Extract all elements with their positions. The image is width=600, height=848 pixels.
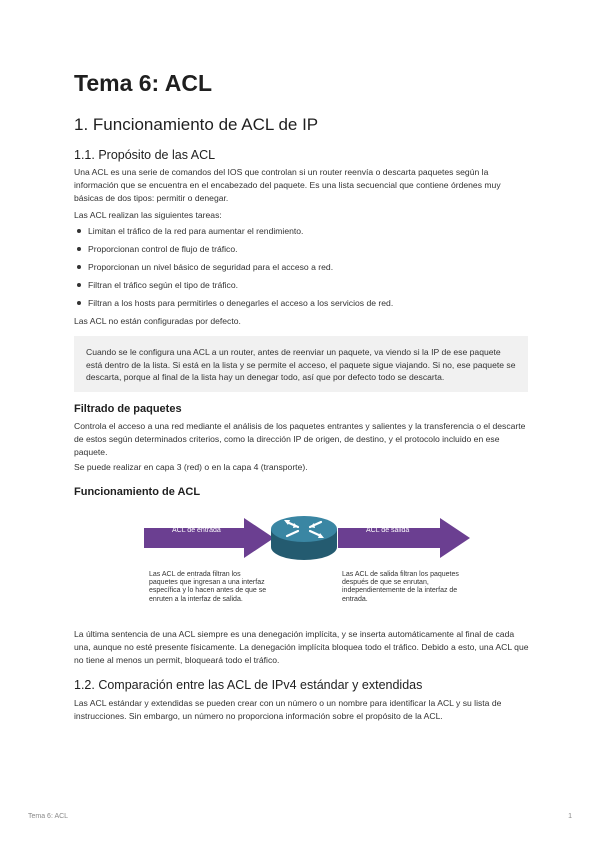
outbound-caption: Las ACL de salida filtran los paquetes después de que se enrutan, independientemente de la interfaz de entrada. <box>342 571 459 603</box>
outbound-arrow <box>338 518 470 558</box>
list-item: Filtran el tráfico según el tipo de tráfico. <box>74 276 530 294</box>
inbound-caption: Las ACL de entrada filtran los paquetes que ingresan a una interfaz específica y lo hacen antes de que se enruten a la interfaz de salida. <box>149 571 267 603</box>
paragraph-estandar-extendidas: Las ACL estándar y extendidas se pueden crear con un número o un nombre para identificar la ACL y su lista de instrucciones. Sin embargo, un número no proporciona información sobre el propósito de la ACL. <box>74 698 502 721</box>
heading-filtrado-paquetes: Filtrado de paquetes <box>74 403 182 415</box>
inbound-arrow <box>144 518 274 558</box>
list-item: Limitan el tráfico de la red para aumentar el rendimiento. <box>74 222 530 240</box>
task-list <box>74 222 530 312</box>
paragraph-definicion-acl: Una ACL es una serie de comandos del IOS que controlan si un router reenvía o descarta paquetes según la información que se encuentra en el encabezado del paquete. Es una lista secuencial que contiene órdenes muy básicas de dos tipos: permitir o denegar. <box>74 167 501 203</box>
footer-title: Tema 6: ACL <box>28 813 69 820</box>
router-icon <box>269 514 339 564</box>
subsection-heading-comparacion: 1.2. Comparación entre las ACL de IPv4 estándar y extendidas <box>74 678 423 692</box>
acl-diagram <box>144 514 544 614</box>
paragraph-filtrado: Controla el acceso a una red mediante el análisis de los paquetes entrantes y salientes y la transferencia o el descarte de estos según determinados criterios, como la dirección IP de origen, de destino, y el protocolo incluido en ese paquete. <box>74 421 526 457</box>
page-title: Tema 6: ACL <box>74 70 213 96</box>
list-item: Proporcionan un nivel básico de seguridad para el acceso a red. <box>74 258 530 276</box>
inbound-arrow-label: ACL de entrada <box>172 527 221 534</box>
paragraph-no-configuradas: Las ACL no están configuradas por defecto. <box>74 316 241 326</box>
heading-funcionamiento-acl: Funcionamiento de ACL <box>74 486 201 498</box>
paragraph-tareas-intro: Las ACL realizan las siguientes tareas: <box>74 210 222 220</box>
paragraph-denegacion-implicita: La última sentencia de una ACL siempre es una denegación implícita, y se inserta automáticamente al final de cada una, aunque no esté presente físicamente. La denegación implícita bloquea todo el tráfico. Debido a esto, una ACL que no tiene al menos un permit, bloqueará todo el tráfico. <box>74 629 529 665</box>
list-item: Filtran a los hosts para permitirles o denegarles el acceso a los servicios de red. <box>74 294 530 312</box>
list-item: Proporcionan control de flujo de tráfico. <box>74 240 530 258</box>
subsection-heading-proposito: 1.1. Propósito de las ACL <box>74 148 216 162</box>
callout-box <box>74 336 528 392</box>
page-number: 1 <box>568 813 572 820</box>
callout-text: Cuando se le configura una ACL a un router, antes de reenviar un paquete, va viendo si la IP de ese paquete está dentro de la lista. Si está en la lista y se permite el acceso, el paquete sigue viajando. Si no, ese paquete se descarta, porque al final de la lista hay un denegar todo, así que por defecto todo se descarta. <box>86 347 516 382</box>
outbound-arrow-label: ACL de salida <box>366 527 410 534</box>
section-heading-funcionamiento-acl-ip: 1. Funcionamiento de ACL de IP <box>74 115 319 134</box>
paragraph-capas: Se puede realizar en capa 3 (red) o en la capa 4 (transporte). <box>74 462 308 472</box>
